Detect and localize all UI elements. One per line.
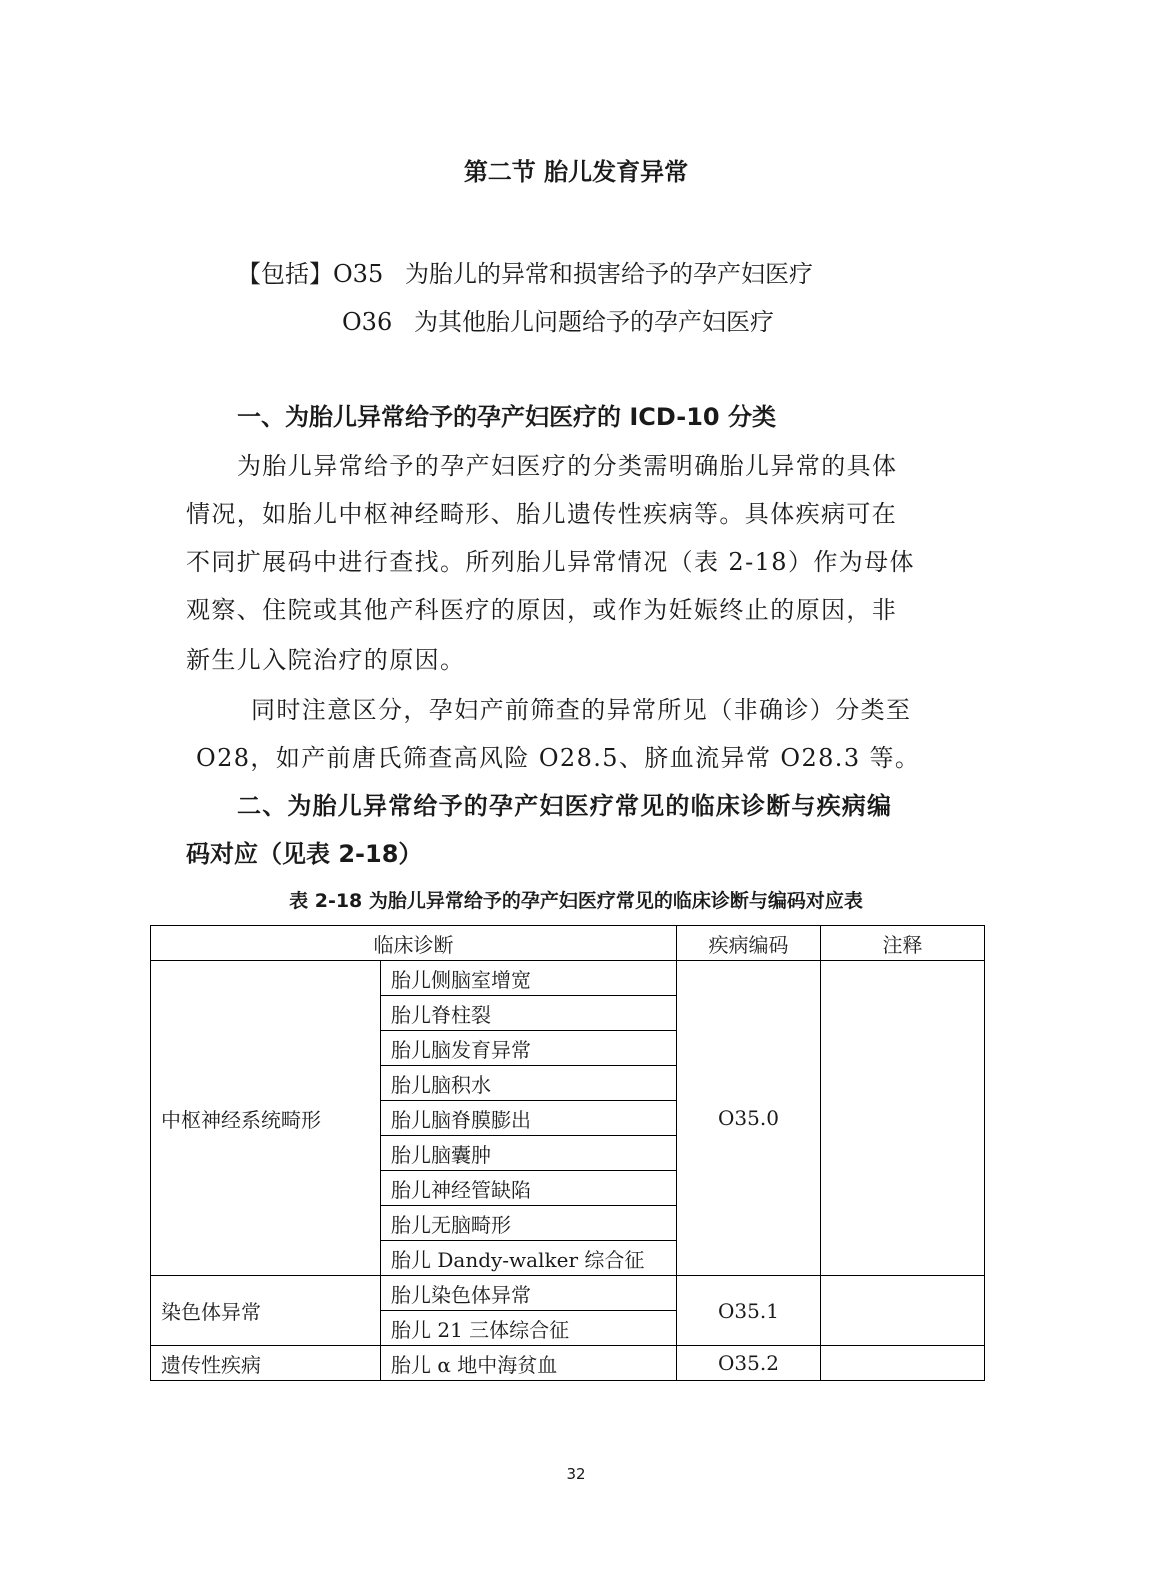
- includes-line-1: [237, 254, 813, 289]
- paragraph-line: 同时注意区分，孕妇产前筛查的异常所见（非确诊）分类至: [251, 696, 912, 724]
- heading-2-line: 码对应（见表 2-18）: [186, 840, 423, 868]
- diagnosis-code-table: [150, 925, 985, 1381]
- table-header-row: [151, 926, 985, 961]
- diagnosis-cell: 胎儿脑发育异常: [381, 1031, 677, 1066]
- includes-code: O35: [333, 260, 384, 288]
- table-row: [151, 961, 985, 996]
- diagnosis-cell: 胎儿脑囊肿: [381, 1136, 677, 1171]
- paragraph-line: 新生儿入院治疗的原因。: [186, 646, 466, 674]
- header-diagnosis: 临床诊断: [151, 926, 677, 961]
- diagnosis-cell: 胎儿 Dandy-walker 综合征: [381, 1241, 677, 1276]
- table-row: [151, 1346, 985, 1381]
- code-cell: O35.0: [677, 961, 821, 1276]
- paragraph-line: 为胎儿异常给予的孕产妇医疗的分类需明确胎儿异常的具体: [237, 452, 898, 480]
- diagnosis-cell: 胎儿神经管缺陷: [381, 1171, 677, 1206]
- includes-code: O36: [342, 308, 393, 336]
- includes-line-2: [342, 302, 774, 337]
- diagnosis-cell: 胎儿脊柱裂: [381, 996, 677, 1031]
- diagnosis-cell: 胎儿 21 三体综合征: [381, 1311, 677, 1346]
- paragraph-line: O28，如产前唐氏筛查高风险 O28.5、脐血流异常 O28.3 等。: [196, 744, 921, 772]
- table-caption: 表 2-18 为胎儿异常给予的孕产妇医疗常见的临床诊断与编码对应表: [289, 890, 863, 912]
- category-cell: 染色体异常: [151, 1276, 381, 1346]
- includes-label: 【包括】: [237, 260, 333, 288]
- note-cell: [821, 961, 985, 1276]
- category-cell: 遗传性疾病: [151, 1346, 381, 1381]
- includes-text: 为胎儿的异常和损害给予的孕产妇医疗: [405, 260, 813, 288]
- code-cell: O35.2: [677, 1346, 821, 1381]
- page-number: 32: [566, 1465, 586, 1483]
- paragraph-line: 观察、住院或其他产科医疗的原因，或作为妊娠终止的原因，非: [186, 596, 898, 624]
- diagnosis-cell: 胎儿染色体异常: [381, 1276, 677, 1311]
- code-cell: O35.1: [677, 1276, 821, 1346]
- diagnosis-cell: 胎儿侧脑室增宽: [381, 961, 677, 996]
- note-cell: [821, 1346, 985, 1381]
- category-cell: 中枢神经系统畸形: [151, 961, 381, 1276]
- header-note: 注释: [821, 926, 985, 961]
- diagnosis-cell: 胎儿脑积水: [381, 1066, 677, 1101]
- section-title: 第二节 胎儿发育异常: [463, 158, 689, 186]
- diagnosis-cell: 胎儿脑脊膜膨出: [381, 1101, 677, 1136]
- includes-text: 为其他胎儿问题给予的孕产妇医疗: [414, 308, 774, 336]
- note-cell: [821, 1276, 985, 1346]
- table-row: [151, 1276, 985, 1311]
- heading-1: 一、为胎儿异常给予的孕产妇医疗的 ICD-10 分类: [237, 403, 776, 431]
- header-code: 疾病编码: [677, 926, 821, 961]
- paragraph-line: 不同扩展码中进行查找。所列胎儿异常情况（表 2-18）作为母体: [186, 548, 915, 576]
- heading-2-line: 二、为胎儿异常给予的孕产妇医疗常见的临床诊断与疾病编: [237, 792, 893, 820]
- diagnosis-cell: 胎儿 α 地中海贫血: [381, 1346, 677, 1381]
- diagnosis-cell: 胎儿无脑畸形: [381, 1206, 677, 1241]
- paragraph-line: 情况，如胎儿中枢神经畸形、胎儿遗传性疾病等。具体疾病可在: [186, 500, 898, 528]
